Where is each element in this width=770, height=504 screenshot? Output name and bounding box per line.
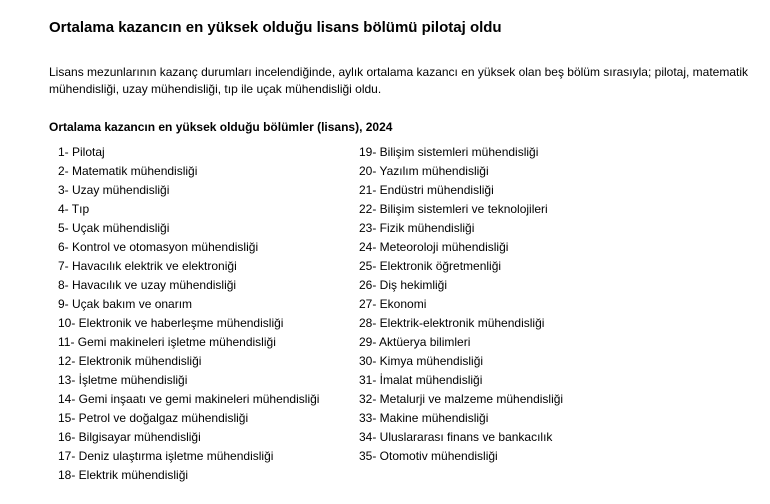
ranking-list-item: 33- Makine mühendisliği [359, 411, 489, 425]
ranking-list-right-column [359, 143, 563, 466]
ranking-list-item: 32- Metalurji ve malzeme mühendisliği [359, 392, 564, 406]
ranking-list-item: 18- Elektrik mühendisliği [58, 468, 189, 482]
ranking-list-item: 11- Gemi makineleri işletme mühendisliği [58, 335, 276, 349]
ranking-list-item: 28- Elektrik-elektronik mühendisliği [359, 316, 545, 330]
ranking-list-item: 9- Uçak bakım ve onarım [58, 297, 193, 311]
ranking-list-item: 7- Havacılık elektrik ve elektroniği [58, 259, 237, 273]
ranking-list-item: 13- İşletme mühendisliği [58, 373, 188, 387]
ranking-list-item: 8- Havacılık ve uzay mühendisliği [58, 278, 237, 292]
ranking-list-item: 12- Elektronik mühendisliği [58, 354, 202, 368]
ranking-list-item: 2- Matematik mühendisliği [58, 164, 198, 178]
ranking-list-item: 10- Elektronik ve haberleşme mühendisliği [58, 316, 284, 330]
ranking-list-item: 5- Uçak mühendisliği [58, 221, 170, 235]
ranking-list-item: 15- Petrol ve doğalgaz mühendisliği [58, 411, 249, 425]
ranking-list-item: 20- Yazılım mühendisliği [359, 164, 489, 178]
ranking-list-item: 24- Meteoroloji mühendisliği [359, 240, 509, 254]
ranking-list-item: 30- Kimya mühendisliği [359, 354, 484, 368]
ranking-list-item: 6- Kontrol ve otomasyon mühendisliği [58, 240, 259, 254]
ranking-list-item: 3- Uzay mühendisliği [58, 183, 170, 197]
ranking-list-title: Ortalama kazancın en yüksek olduğu bölümler (lisans), 2024 [49, 120, 393, 134]
ranking-list-item: 23- Fizik mühendisliği [359, 221, 475, 235]
ranking-list-item: 16- Bilgisayar mühendisliği [58, 430, 201, 444]
ranking-list-item: 14- Gemi inşaatı ve gemi makineleri mühendisliği [58, 392, 320, 406]
ranking-list-item: 17- Deniz ulaştırma işletme mühendisliği [58, 449, 274, 463]
ranking-list-item: 25- Elektronik öğretmenliği [359, 259, 502, 273]
ranking-list-item: 29- Aktüerya bilimleri [359, 335, 471, 349]
ranking-list-item: 34- Uluslararası finans ve bankacılık [359, 430, 553, 444]
ranking-list-item: 27- Ekonomi [359, 297, 427, 311]
article-headline: Ortalama kazancın en yüksek olduğu lisans bölümü pilotaj oldu [49, 19, 502, 36]
ranking-list-item: 22- Bilişim sistemleri ve teknolojileri [359, 202, 548, 216]
ranking-list-item: 1- Pilotaj [58, 145, 105, 159]
ranking-list-item: 31- İmalat mühendisliği [359, 373, 483, 387]
ranking-list-item: 35- Otomotiv mühendisliği [359, 449, 498, 463]
ranking-list-item: 21- Endüstri mühendisliği [359, 183, 494, 197]
ranking-list-item: 4- Tıp [58, 202, 90, 216]
ranking-list-item: 19- Bilişim sistemleri mühendisliği [359, 145, 539, 159]
ranking-list-left-column [58, 143, 319, 485]
ranking-list-item: 26- Diş hekimliği [359, 278, 448, 292]
article-intro: Lisans mezunlarının kazanç durumları incelendiğinde, aylık ortalama kazancı en yüksek olan beş bölüm sırasıyla; pilotaj, matematik mühendisliği, uzay mühendisliği, tıp ile uçak mühendisliği oldu. [49, 65, 749, 96]
